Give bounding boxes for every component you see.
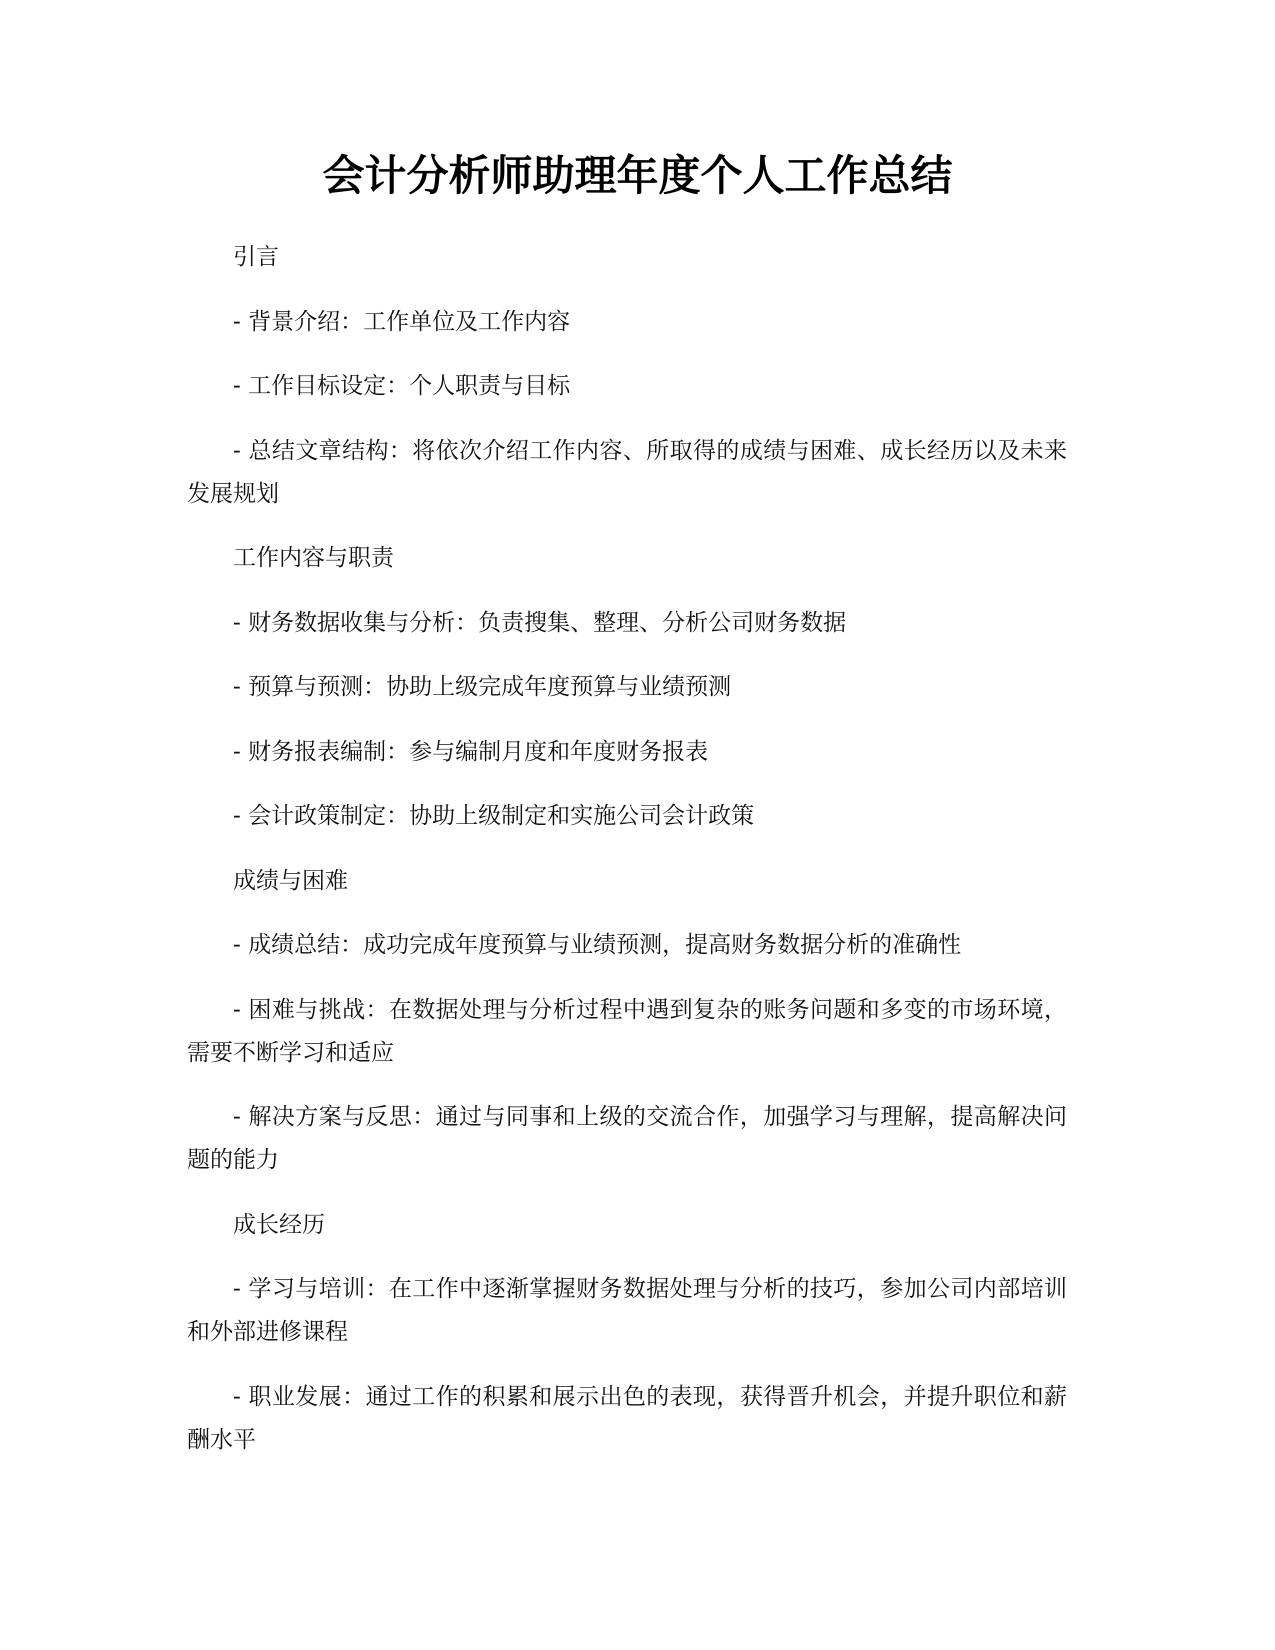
list-item: - 预算与预测：协助上级完成年度预算与业绩预测 <box>233 674 732 700</box>
section-heading-growth: 成长经历 <box>233 1211 325 1238</box>
list-item: - 职业发展：通过工作的积累和展示出色的表现，获得晋升机会，并提升职位和薪酬水平 <box>187 1383 1067 1453</box>
list-item: - 解决方案与反思：通过与同事和上级的交流合作，加强学习与理解，提高解决问题的能力 <box>187 1104 1067 1173</box>
section-heading-achievements: 成绩与困难 <box>233 867 348 894</box>
list-item: - 财务报表编制：参与编制月度和年度财务报表 <box>233 738 709 765</box>
list-item: - 工作目标设定：个人职责与目标 <box>233 373 571 399</box>
section-heading-intro: 引言 <box>233 244 279 270</box>
list-item: - 成绩总结：成功完成年度预算与业绩预测，提高财务数据分析的准确性 <box>233 932 962 958</box>
section-heading-duties: 工作内容与职责 <box>233 545 394 571</box>
list-item: - 学习与培训：在工作中逐渐掌握财务数据处理与分析的技巧，参加公司内部培训和外部进修课程 <box>187 1276 1067 1345</box>
list-item: - 会计政策制定：协助上级制定和实施公司会计政策 <box>233 803 755 829</box>
list-item: - 财务数据收集与分析：负责搜集、整理、分析公司财务数据 <box>233 609 847 636</box>
document-body <box>187 236 1067 1483</box>
list-item: - 困难与挑战：在数据处理与分析过程中遇到复杂的账务问题和多变的市场环境，需要不断学习和适应 <box>187 996 1067 1066</box>
page-title: 会计分析师助理年度个人工作总结 <box>322 151 953 200</box>
list-item: - 背景介绍：工作单位及工作内容 <box>233 308 571 335</box>
list-item: - 总结文章结构：将依次介绍工作内容、所取得的成绩与困难、成长经历以及未来发展规划 <box>187 437 1067 507</box>
